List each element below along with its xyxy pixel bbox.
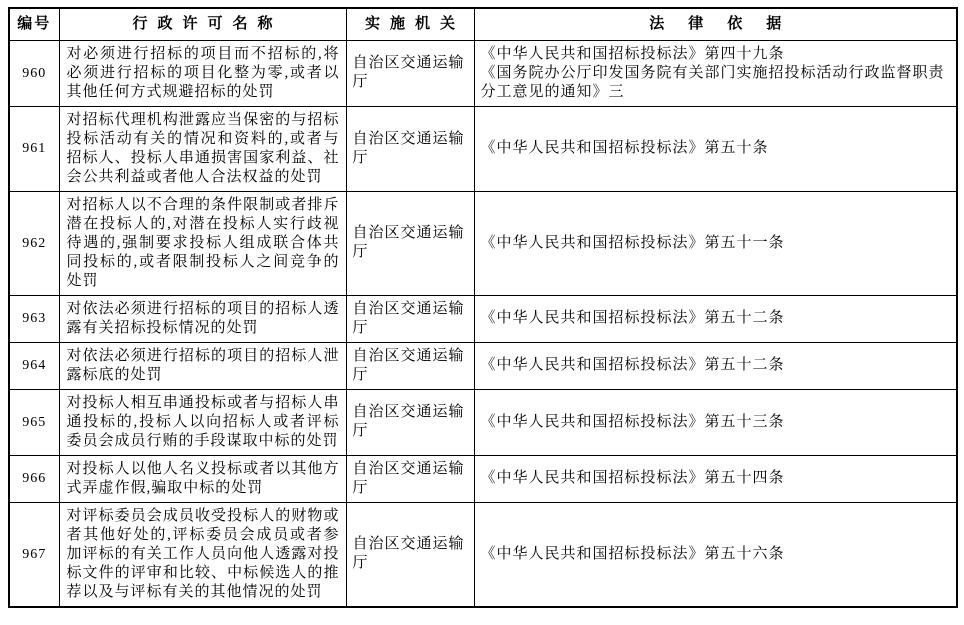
row-number-cell: 965 [9,389,59,455]
legal-item: 《中华人民共和国招标投标法》第五十四条 [480,470,785,486]
permit-name-cell: 对投标人以他人名义投标或者以其他方式弄虚作假,骗取中标的处罚 [59,455,346,502]
legal-basis-cell [474,502,957,607]
table-row [9,342,957,389]
table-row [9,191,957,295]
legal-item: 《中华人民共和国招标投标法》第五十二条 [480,310,785,326]
agency-cell: 自治区交通运输厅 [346,295,474,342]
legal-basis-cell [474,455,957,502]
legal-item: 《中华人民共和国招标投标法》第四十九条 [480,45,785,62]
header-row [9,8,957,40]
row-number-cell: 960 [9,40,59,106]
legal-item: 《中华人民共和国招标投标法》第五十三条 [480,413,785,430]
legal-item: 《中华人民共和国招标投标法》第五十六条 [480,545,785,562]
row-number-cell: 963 [9,295,59,342]
agency-cell: 自治区交通运输厅 [346,455,474,502]
legal-basis-cell [474,389,957,455]
col-header-id: 编号 [9,8,59,40]
col-header-name: 行政许可名称 [59,8,346,40]
row-number-cell: 966 [9,455,59,502]
row-number-cell: 962 [9,191,59,295]
legal-item: 《中华人民共和国招标投标法》第五十条 [480,140,769,156]
legal-basis-cell [474,191,957,295]
row-number-cell: 961 [9,106,59,191]
permit-name-cell: 对评标委员会成员收受投标人的财物或者其他好处的,评标委员会成员或者参加评标的有关工作人员向他人透露对投标文件的评审和比较、中标候选人的推荐以及与评标有关的其他情况的处罚 [59,502,346,607]
permit-name-cell: 对依法必须进行招标的项目的招标人泄露标底的处罚 [59,342,346,389]
legal-basis-cell [474,342,957,389]
table-row [9,40,957,106]
legal-basis-cell [474,106,957,191]
permit-name-cell: 对招标代理机构泄露应当保密的与招标投标活动有关的情况和资料的,或者与招标人、投标人串通损害国家利益、社会公共利益或者他人合法权益的处罚 [59,106,346,191]
table-row [9,455,957,502]
permit-table [8,7,958,608]
agency-cell: 自治区交通运输厅 [346,342,474,389]
agency-cell: 自治区交通运输厅 [346,40,474,106]
table-body [9,40,957,607]
col-header-agency: 实施机关 [346,8,474,40]
legal-basis-cell [474,40,957,106]
agency-cell: 自治区交通运输厅 [346,502,474,607]
agency-cell: 自治区交通运输厅 [346,389,474,455]
table-row [9,295,957,342]
row-number-cell: 964 [9,342,59,389]
permit-name-cell: 对必须进行招标的项目而不招标的,将必须进行招标的项目化整为零,或者以其他任何方式规避招标的处罚 [59,40,346,106]
legal-basis-cell [474,295,957,342]
table-row [9,502,957,607]
table-row [9,389,957,455]
legal-item: 《中华人民共和国招标投标法》第五十一条 [480,234,785,251]
permit-name-cell: 对投标人相互串通投标或者与招标人串通投标的,投标人以向招标人或者评标委员会成员行贿的手段谋取中标的处罚 [59,389,346,455]
row-number-cell: 967 [9,502,59,607]
permit-name-cell: 对依法必须进行招标的项目的招标人透露有关招标投标情况的处罚 [59,295,346,342]
table-row [9,106,957,191]
agency-cell: 自治区交通运输厅 [346,191,474,295]
permit-name-cell: 对招标人以不合理的条件限制或者排斥潜在投标人的,对潜在投标人实行歧视待遇的,强制要求投标人组成联合体共同投标的,或者限制投标人之间竞争的处罚 [59,191,346,295]
legal-item: 《中华人民共和国招标投标法》第五十二条 [480,357,785,373]
legal-item: 《国务院办公厅印发国务院有关部门实施招投标活动行政监督职责分工意见的通知》三 [480,64,945,100]
col-header-legal: 法律依据 [474,8,957,40]
agency-cell: 自治区交通运输厅 [346,106,474,191]
